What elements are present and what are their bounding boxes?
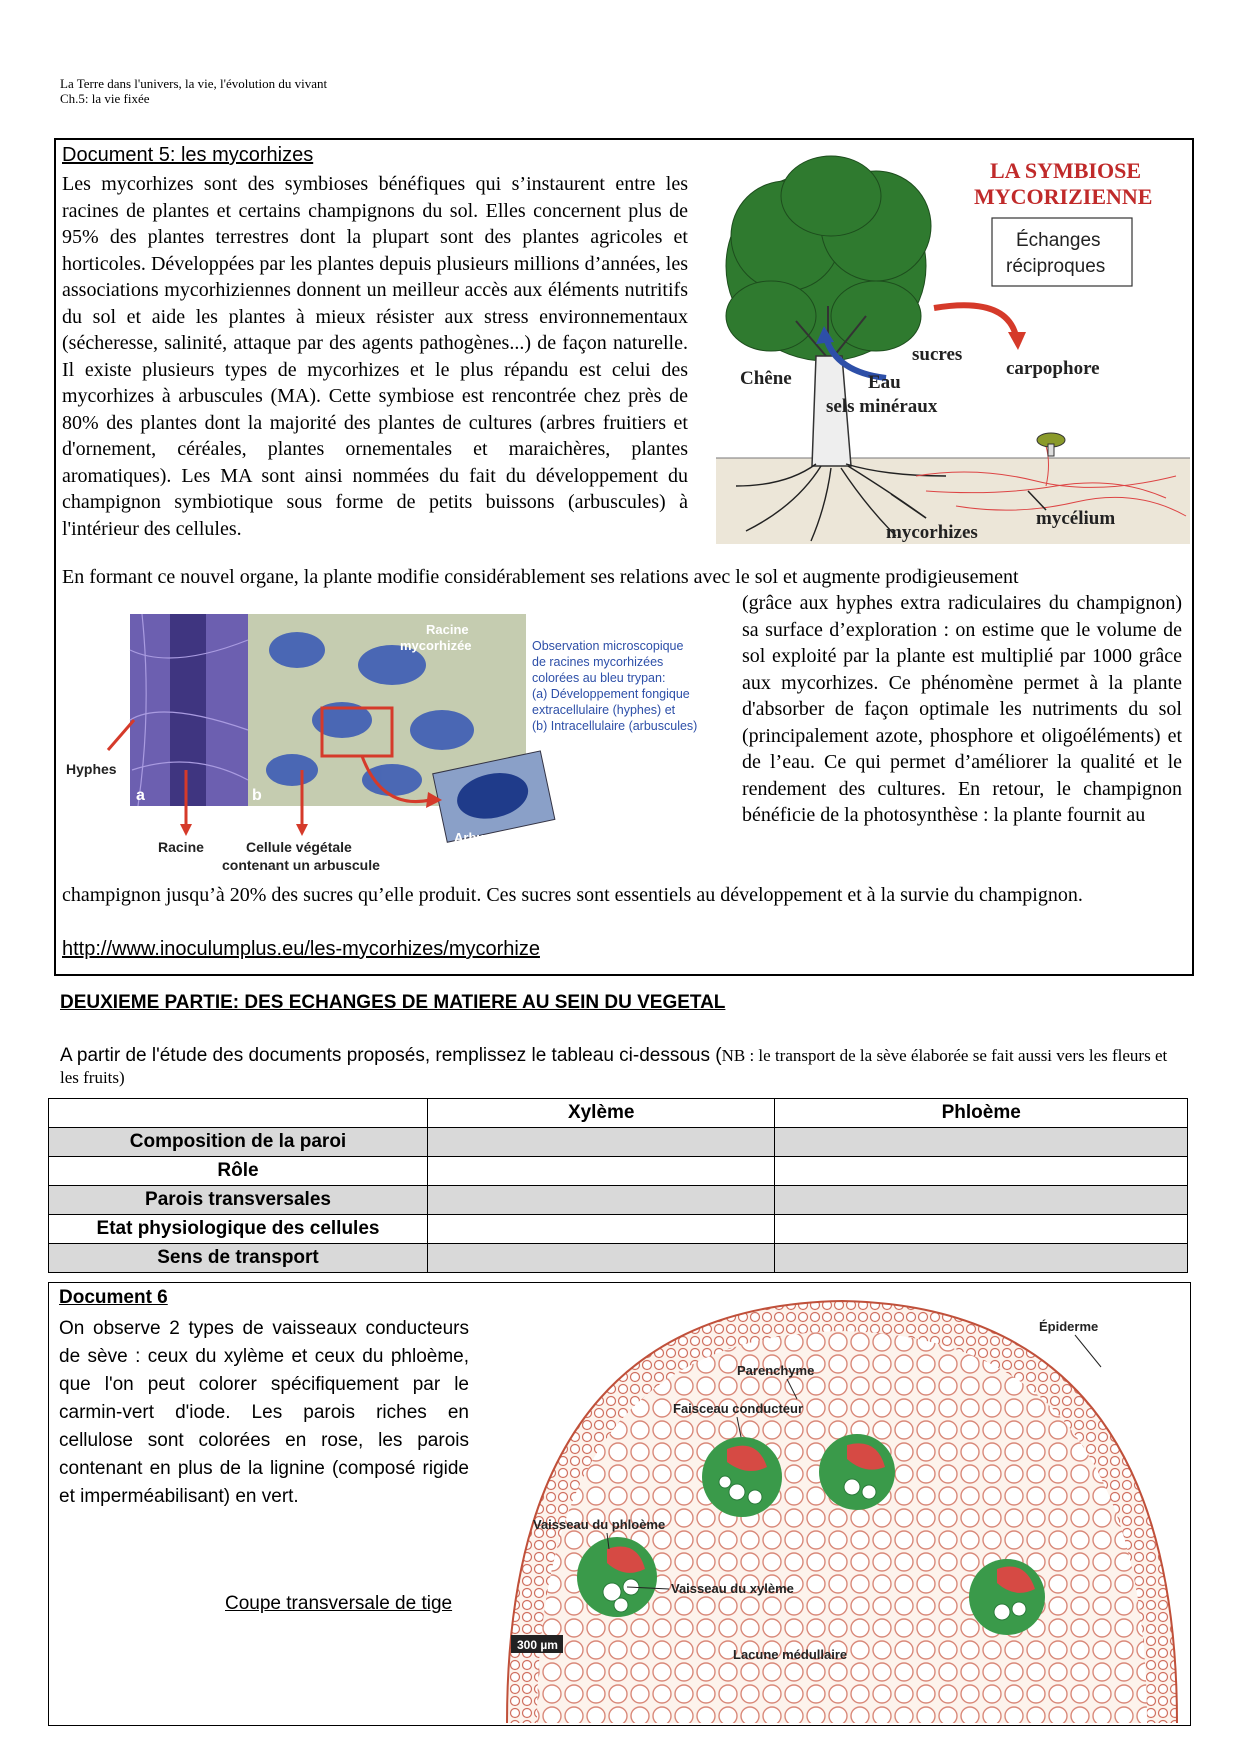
table-row — [49, 1128, 1188, 1157]
label-hyphes: Hyphes — [66, 761, 117, 777]
table-header-row — [49, 1099, 1188, 1128]
mycorrhizal-symbiosis-illustration — [716, 146, 1190, 544]
document-6-box — [48, 1282, 1191, 1726]
table-row — [49, 1186, 1188, 1215]
vascular-bundle — [969, 1559, 1045, 1635]
label-mycorhizes: mycorhizes — [886, 522, 978, 543]
header-line-2: Ch.5: la vie fixée — [60, 91, 150, 106]
label-cellule-vegetale-2: contenant un arbuscule — [222, 857, 380, 873]
cell-xylem-sens[interactable] — [428, 1244, 775, 1273]
figure-title-line-1: LA SYMBIOSE — [990, 158, 1141, 183]
table-header-blank — [49, 1099, 428, 1128]
row-label-parois-transversales: Parois transversales — [49, 1186, 428, 1215]
document-5-paragraph-1: Les mycorhizes sont des symbioses bénéfiques qui s’instaurent entre les racines de plantes et certains champignons du sol. Elles concernent plus de 95% des plantes terrestres dont la plupart sont des plantes agricoles et horticoles. Développées par les plantes depuis plusieurs millions d’années, les associations mycorhiziennes donnent un meilleur accès aux éléments nutritifs du sol et aide les plantes à mieux résister aux stress environnementaux (sécheresse, salinité, attaque par des agents pathogènes...) de façon naturelle. Il existe plusieurs types de mycorhizes et le plus répandu est celui des mycorhizes à arbuscules (MA). Cette symbiose est rencontrée chez près de 80% des plantes dont la majorité des plantes de cultures (arbres fruitiers et d'ornement, céréales, plantes ornementales et maraichères, plantes aromatiques). Les MA sont ainsi nommées du fait du développement du champignon symbiotique sous forme de petits buissons (arbuscules) à l'intérieur des cellules. — [62, 173, 688, 540]
label-chene: Chêne — [740, 368, 792, 389]
document-5-box — [54, 138, 1194, 976]
row-label-etat-physiologique: Etat physiologique des cellules — [49, 1215, 428, 1244]
label-lacune-medullaire: Lacune médullaire — [733, 1647, 848, 1662]
part-2-title: DEUXIEME PARTIE: DES ECHANGES DE MATIERE AU SEIN DU VEGETAL — [60, 992, 726, 1013]
source-link[interactable]: http://www.inoculumplus.eu/les-mycorhizes/mycorhize — [62, 938, 540, 960]
label-arbuscule: Arbuscule — [454, 830, 518, 845]
document-6-title: Document 6 — [59, 1287, 168, 1308]
header-line-1: La Terre dans l'univers, la vie, l'évolution du vivant — [60, 76, 328, 91]
label-sels-mineraux: sels minéraux — [826, 396, 938, 417]
table-row — [49, 1244, 1188, 1273]
cell-xylem-parois[interactable] — [428, 1186, 775, 1215]
label-a: a — [136, 787, 145, 804]
comparison-table — [48, 1098, 1188, 1273]
caption-line-5: extracellulaire (hyphes) et — [532, 703, 676, 717]
cell-phloem-etat[interactable] — [775, 1215, 1188, 1244]
label-epiderme: Épiderme — [1039, 1319, 1099, 1334]
document-6-caption: Coupe transversale de tige — [225, 1593, 453, 1614]
document-5-title: Document 5: les mycorhizes — [62, 144, 314, 166]
table-row — [49, 1215, 1188, 1244]
caption-line-4: (a) Développement fongique — [532, 687, 690, 701]
scale-label: 300 µm — [517, 1638, 558, 1652]
cell-phloem-sens[interactable] — [775, 1244, 1188, 1273]
label-racine: Racine — [158, 839, 204, 855]
exchanges-line-1: Échanges — [1016, 230, 1101, 251]
document-5-paragraph-4: champignon jusqu’à 20% des sucres qu’elle produit. Ces sucres sont essentiels au développement et à la survie du champignon. — [62, 884, 1083, 906]
label-racine-mycorhizee-1: Racine — [426, 622, 469, 637]
cell-phloem-parois[interactable] — [775, 1186, 1188, 1215]
vascular-bundle — [819, 1434, 895, 1510]
label-carpophore: carpophore — [1006, 358, 1100, 379]
row-label-role: Rôle — [49, 1157, 428, 1186]
microscopy-figure — [62, 610, 732, 878]
stem-cross-section-image — [497, 1287, 1187, 1723]
label-vaisseau-xyleme: Vaisseau du xylème — [671, 1581, 794, 1596]
cell-xylem-role[interactable] — [428, 1157, 775, 1186]
figure-title-line-2: MYCORIZIENNE — [974, 184, 1153, 209]
label-eau: Eau — [868, 372, 901, 393]
caption-line-2: de racines mycorhizées — [532, 655, 664, 669]
row-label-sens-transport: Sens de transport — [49, 1244, 428, 1273]
label-faisceau-conducteur: Faisceau conducteur — [673, 1401, 804, 1416]
caption-line-1: Observation microscopique — [532, 639, 684, 653]
label-parenchyme: Parenchyme — [737, 1363, 815, 1378]
caption-line-6: (b) Intracellulaire (arbuscules) — [532, 719, 698, 733]
caption-line-3: colorées au bleu trypan: — [532, 671, 666, 685]
vascular-bundle — [577, 1537, 657, 1617]
label-mycelium: mycélium — [1036, 508, 1116, 529]
label-sucres: sucres — [912, 344, 963, 365]
vascular-bundle — [702, 1437, 782, 1517]
instructions-text: A partir de l'étude des documents proposés, remplissez le tableau ci-dessous ( — [60, 1045, 722, 1066]
label-b: b — [252, 787, 262, 804]
cell-xylem-composition[interactable] — [428, 1128, 775, 1157]
exchanges-line-2: réciproques — [1006, 256, 1106, 277]
label-cellule-vegetale-1: Cellule végétale — [246, 839, 352, 855]
label-vaisseau-phloeme: Vaisseau du phloème — [533, 1517, 666, 1532]
document-5-paragraph-2: En formant ce nouvel organe, la plante modifie considérablement ses relations avec le sol et augmente prodigieusement — [62, 566, 1019, 588]
cell-xylem-etat[interactable] — [428, 1215, 775, 1244]
instructions — [60, 1045, 1190, 1089]
cell-phloem-role[interactable] — [775, 1157, 1188, 1186]
cell-phloem-composition[interactable] — [775, 1128, 1188, 1157]
table-header-xylem: Xylème — [428, 1099, 775, 1128]
document-5-paragraph-3: (grâce aux hyphes extra radiculaires du champignon) sa surface d’exploration : on estime que le volume de sol exploité par la plante est multiplié par 1000 grâce aux mycorhizes. Ce phénomène permet à la plante d'absorber de façon optimale les nutriments du sol (principalement azote, phosphore et oligoéléments) et de l’eau. Ce qui permet d’améliorer la qualité et le rendement des cultures. En retour, le champignon bénéficie de la photosynthèse : la plante fournit au — [742, 592, 1182, 826]
document-6-text: On observe 2 types de vaisseaux conducteurs de sève : ceux du xylème et ceux du phloème, que l'on peut colorer spécifiquement par le carmin-vert d'iode. Les parois riches en cellulose sont colorées en rose, les parois contenant en plus de la lignine (composé rigide et imperméabilisant) en vert. — [59, 1318, 469, 1507]
table-row — [49, 1157, 1188, 1186]
page-header — [60, 76, 327, 106]
label-racine-mycorhizee-2: mycorhizée — [400, 638, 472, 653]
instructions-note: NB : le transport de la sève élaborée se fait aussi vers les fleurs et les fruits) — [60, 1046, 1168, 1087]
row-label-composition: Composition de la paroi — [49, 1128, 428, 1157]
table-header-phloem: Phloème — [775, 1099, 1188, 1128]
